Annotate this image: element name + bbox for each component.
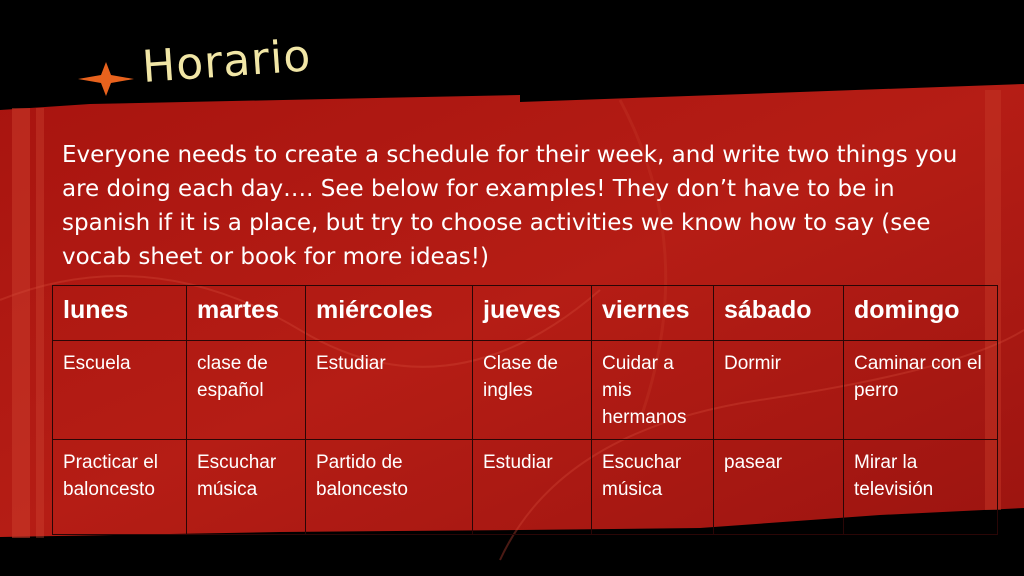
- column-header: domingo: [844, 286, 998, 341]
- table-row: [53, 440, 998, 535]
- table-cell: Partido de baloncesto: [306, 440, 473, 535]
- four-point-star-icon: [78, 62, 134, 96]
- title-row: [78, 30, 478, 110]
- table-cell: Escuchar música: [187, 440, 306, 535]
- table-cell: Dormir: [714, 341, 844, 440]
- column-header: lunes: [53, 286, 187, 341]
- table-cell: Clase de ingles: [473, 341, 592, 440]
- table-cell: Cuidar a mis hermanos: [592, 341, 714, 440]
- weekly-schedule-table: [52, 285, 998, 535]
- column-header: sábado: [714, 286, 844, 341]
- page-title: Horario: [140, 30, 313, 93]
- table-cell: Mirar la televisión: [844, 440, 998, 535]
- table-cell: Escuchar música: [592, 440, 714, 535]
- column-header: viernes: [592, 286, 714, 341]
- column-header: jueves: [473, 286, 592, 341]
- table-cell: Caminar con el perro: [844, 341, 998, 440]
- table-header-row: [53, 286, 998, 341]
- table-cell: clase de español: [187, 341, 306, 440]
- table-cell: pasear: [714, 440, 844, 535]
- instructions-text: Everyone needs to create a schedule for their week, and write two things you are doing each day…. See below for examples! They don’t have to be in spanish if it is a place, but try to choose activities we know how to say (see vocab sheet or book for more ideas!): [62, 142, 958, 270]
- table-cell: Practicar el baloncesto: [53, 440, 187, 535]
- column-header: martes: [187, 286, 306, 341]
- table-cell: Estudiar: [473, 440, 592, 535]
- column-header: miércoles: [306, 286, 473, 341]
- table-cell: Estudiar: [306, 341, 473, 440]
- table-cell: Escuela: [53, 341, 187, 440]
- table-row: [53, 341, 998, 440]
